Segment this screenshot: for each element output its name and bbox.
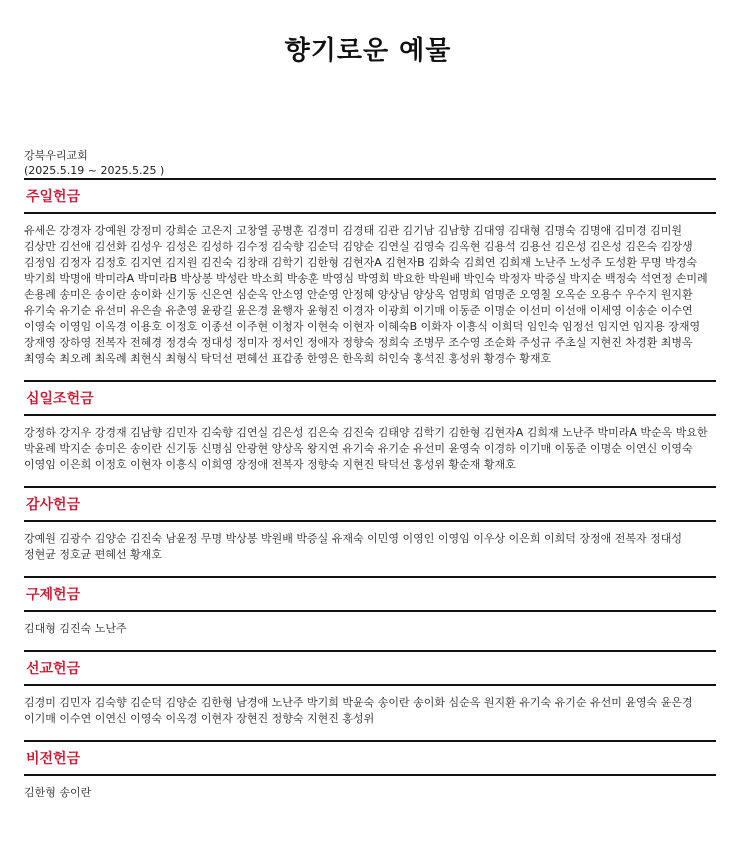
- section-sunday-offering: [24, 178, 716, 380]
- donor-list: 김한형 송이란: [24, 786, 92, 799]
- page-title: 향기로운 예물: [284, 36, 452, 66]
- offering-period: (2025.5.19 ~ 2025.5.25 ): [24, 164, 165, 177]
- section-title: 구제헌금: [24, 578, 716, 612]
- church-name: 강북우리교회: [24, 149, 88, 162]
- section-title: 비전헌금: [24, 742, 716, 776]
- section-mission-offering: [24, 650, 716, 740]
- donor-list: 강예원 김광수 김양순 김진숙 남윤정 무명 박상봉 박원배 박증실 유재숙 이민영 이영인 이영임 이우상 이은희 이희덕 장정애 전복자 정대성 정현균 정호균 편혜선 황재호: [24, 532, 682, 561]
- section-tithe-offering: [24, 380, 716, 486]
- church-info: [24, 148, 164, 178]
- section-thanksgiving-offering: [24, 486, 716, 576]
- donor-list: 김대형 김진숙 노난주: [24, 622, 127, 635]
- section-vision-offering: [24, 740, 716, 814]
- section-title: 주일헌금: [24, 180, 716, 214]
- section-title: 십일조헌금: [24, 382, 716, 416]
- section-title: 선교헌금: [24, 652, 716, 686]
- donor-list: 김경미 김민자 김숙향 김순덕 김양순 김한형 남경애 노난주 박기희 박윤숙 송이란 송이화 심순옥 원지환 유기숙 유기순 유선미 윤영숙 윤은경 이기매 이수연 이연신 이영숙 이옥경 이현자 장현진 정향숙 지현진 홍성위: [24, 696, 693, 725]
- donor-list: 유세은 강경자 강예원 강정미 강희순 고은지 고창열 공병훈 김경미 김경태 김관 김기남 김남향 김대영 김대형 김명숙 김명애 김미경 김미원 김상만 김선애 김선화 김성우 김성은 김성하 김수정 김숙향 김순덕 김양순 김연실 김영숙 김옥현 김용석 김용선 김은성 김은성 김은숙 김장생 김정임 김정자 김정호 김지연 김지원 김진숙 김창래 김학기 김한형 김현자A 김현자B 김화숙 김희연 김희재 노난주 노성주 도성환 무명 박경숙 박기희 박명애 박미라A 박미라B 박상봉 박성란 박소희 박송훈 박영심 박영희 박요한 박원배 박인숙 박정자 박증실 박지순 백정숙 석연정 손미례 손용례 송미은 송이란 송이화 신기동 신은연 심순옥 안소영 안순영 안정혜 양상님 양상옥 엄명희 엄명준 오영칠 오옥순 오용수 우수지 원지환 유기숙 유기순 유선미 유은솔 유춘영 윤광길 윤은경 윤행자 윤형진 이경자 이광희 이기매 이동준 이명순 이선미 이선애 이세영 이송순 이수연 이영숙 이영임 이옥경 이용호 이정호 이종선 이주현 이청자 이현숙 이현자 이혜숙B 이화자 이흥식 이희덕 임인숙 임정선 임지연 임지용 장재영 장재영 장하영 전복자 전혜경 정경숙 정대성 정미자 정서인 정애자 정향숙 정희숙 조병무 조수영 조순화 주성규 주초실 지현진 차경환 최병옥 최영숙 최오례 최옥례 최현식 최형식 탁덕선 편혜선 표갑종 한영은 한옥희 허인숙 홍석진 홍성위 황경수 황재호: [24, 224, 708, 365]
- section-relief-offering: [24, 576, 716, 650]
- donor-list: 강정하 강지우 강경재 김남향 김민자 김숙향 김연실 김은성 김은숙 김진숙 김태양 김학기 김한형 김현자A 김희재 노난주 박미라A 박순옥 박요한 박윤례 박지순 송미은 송이란 신기동 신명심 안광현 양상옥 왕지연 유기숙 유기순 유선미 윤영숙 이경하 이기매 이동준 이명순 이연신 이영숙 이영임 이은희 이정호 이현자 이흥식 이희영 장정애 전복자 정향숙 지현진 탁덕선 홍성위 황순재 황재호: [24, 426, 708, 471]
- offering-sections: [24, 178, 716, 814]
- section-title: 감사헌금: [24, 488, 716, 522]
